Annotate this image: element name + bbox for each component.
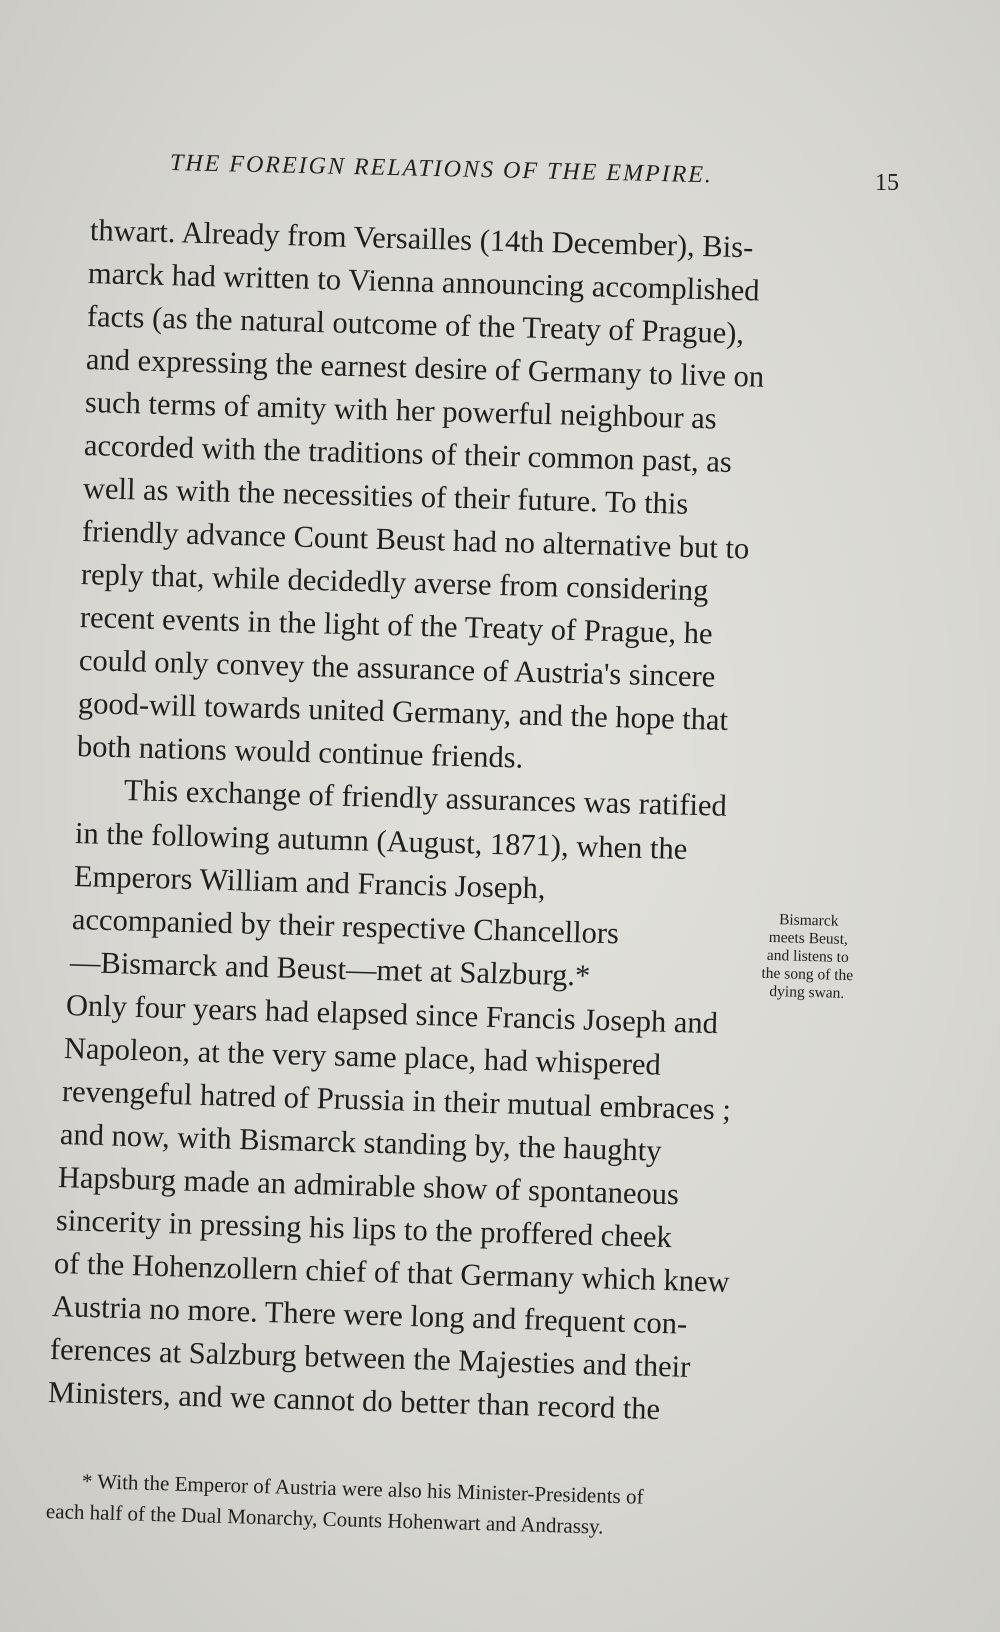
footnote-line-1: * With the Emperor of Austria were also his Minister-Presidents of: [81, 1469, 644, 1509]
footnote-line-2: each half of the Dual Monarchy, Counts Hohenwart and Andrassy.: [45, 1499, 604, 1539]
body-line-17: accompanied by their respective Chancellors: [71, 902, 620, 951]
body-line-7: well as with the necessities of their future. To this: [82, 471, 689, 521]
body-line-19: Only four years had elapsed since Francis Joseph and: [65, 988, 719, 1041]
body-line-23: Hapsburg made an admirable show of spontaneous: [57, 1160, 680, 1212]
running-head: THE FOREIGN RELATIONS OF THE EMPIRE.: [169, 150, 714, 189]
body-line-3: facts (as the natural outcome of the Treaty of Prague),: [86, 299, 745, 351]
margin-note-line-2: meets Beust,: [768, 928, 849, 948]
margin-note-line-4: the song of the: [761, 964, 854, 985]
body-line-28: Ministers, and we cannot do better than record the: [47, 1375, 661, 1427]
margin-note-line-5: dying swan.: [769, 982, 845, 1002]
body-line-18: —Bismarck and Beust—met at Salzburg.*: [69, 945, 591, 993]
margin-note: [732, 910, 884, 1004]
margin-note-line-3: and listens to: [766, 946, 849, 967]
body-line-2: marck had written to Vienna announcing accomplished: [87, 256, 761, 308]
margin-note-line-1: Bismarck: [778, 911, 839, 930]
body-line-5: such terms of amity with her powerful neighbour as: [84, 385, 718, 436]
body-line-6: accorded with the traditions of their common past, as: [83, 428, 733, 479]
body-line-20: Napoleon, at the very same place, had whispered: [63, 1031, 662, 1082]
body-line-11: could only convey the assurance of Austria's sincere: [78, 643, 716, 694]
body-line-24: sincerity in pressing his lips to the proffered cheek: [55, 1203, 673, 1255]
body-line-8: friendly advance Count Beust had no alternative but to: [81, 514, 750, 566]
body-line-12: good-will towards united Germany, and the hope that: [77, 686, 729, 738]
body-line-26: Austria no more. There were long and frequent con-: [51, 1289, 688, 1341]
body-line-14: This exchange of friendly assurances was ratified: [123, 773, 728, 823]
body-line-15: in the following autumn (August, 1871), when the: [74, 816, 688, 867]
body-line-9: reply that, while decidedly averse from considering: [80, 557, 709, 608]
body-line-13: both nations would continue friends.: [76, 729, 524, 775]
body-line-27: ferences at Salzburg between the Majesties and their: [49, 1332, 691, 1384]
body-line-25: of the Hohenzollern chief of that Germany which knew: [53, 1246, 731, 1299]
body-line-21: revengeful hatred of Prussia in their mutual embraces ;: [61, 1074, 732, 1127]
page-number: 15: [875, 170, 899, 196]
body-line-10: recent events in the light of the Treaty of Prague, he: [79, 600, 713, 651]
body-line-4: and expressing the earnest desire of Germany to live on: [85, 342, 765, 394]
body-line-22: and now, with Bismarck standing by, the haughty: [59, 1117, 662, 1168]
body-line-1: thwart. Already from Versailles (14th December), Bis-: [89, 213, 754, 265]
body-line-16: Emperors William and Francis Joseph,: [73, 859, 547, 906]
